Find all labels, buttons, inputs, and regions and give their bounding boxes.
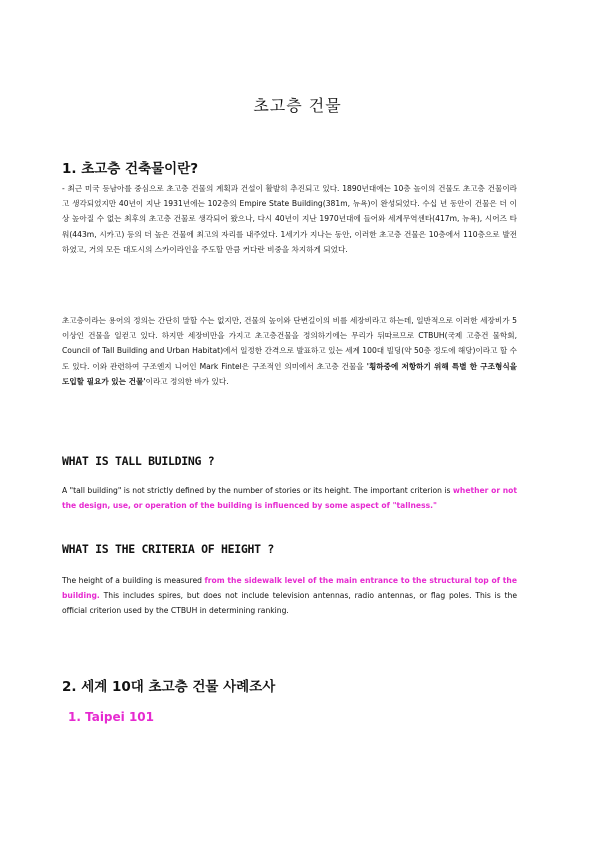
height-criteria-text-a: The height of a building is measured [62, 576, 205, 585]
height-criteria-paragraph [62, 573, 517, 619]
section-1-paragraph-1: - 최근 미국 등남아를 중심으로 초고층 건물의 계획과 건설이 활발히 추진되고 있다. 1890년대에는 10층 높이의 건물도 초고층 건물이라고 생각되었지만 40년이 지난 1931년에는 102층의 Empire State Building(381m, 뉴욕)이 완성되었다. 수십 년 동안이 건물은 더 이상 높아질 수 없는 최후의 초고층 건물로 생각되어 왔으나, 다시 40년이 지난 1970년대에 들어와 세계무역센타(417m, 뉴욕), 시어즈 타워(443m, 시카고) 등의 더 높은 건물에 최고의 자리를 내주었다. 1세기가 지나는 동안, 이러한 초고층 건물은 10층에서 110층으로 발전하였고, 거의 모든 대도시의 스카이라인을 주도할 만큼 커다란 비중을 차지하게 되었다. [62, 184, 517, 254]
tall-building-text: A "tall building" is not strictly defined by the number of stories or its height. The important criterion is [62, 486, 453, 495]
section-1-paragraph-2-text-a: 초고층이라는 용어의 정의는 간단히 말할 수는 없지만, 건물의 높이와 단변길이의 비를 세장비라고 하는데, 일반적으로 이러한 세장비가 5 이상인 건물을 일컫고 있다. 하지만 세장비만을 가지고 초고층건물을 정의하기에는 무리가 뒤따르므로 CTBUH(국제 고층건 물학회, Council of Tall Building and Urban Habitat)에서 일정한 간격으로 발표하고 있는 세계 100대 빌딩(약 50층 정도에 해당)이라고 할 수도 있다. 이와 관련하여 구조엔지 니어인 Mark Fintel은 구조적인 의미에서 초고층 건물을 [62, 316, 517, 371]
section-1-paragraph-2-text-b: 이라고 정의한 바가 있다. [145, 376, 229, 386]
height-criteria-heading: WHAT IS THE CRITERIA OF HEIGHT ? [62, 542, 274, 556]
page-title: 초고층 건물 [253, 96, 342, 115]
section-1-paragraph-2-bold-definition: '횡하중에 저항하기 위해 특별 한 구조형식을 도입할 필요가 있는 건물' [62, 361, 517, 386]
section-2-heading: 2. 세계 10대 초고층 건물 사례조사 [62, 679, 276, 695]
height-criteria-text-b: This includes spires, but does not include television antennas, radio antennas, or flag poles. This is the official criterion used by the CTBUH in determining ranking. [62, 591, 517, 616]
tall-building-heading: WHAT IS TALL BUILDING ? [62, 454, 215, 468]
tall-building-paragraph [62, 483, 517, 513]
section-1-heading: 1. 초고층 건축물이란? [62, 161, 199, 177]
height-criteria-highlight: from the sidewalk level of the main entrance to the structural top of the building. [62, 576, 517, 601]
tall-building-highlight: whether or not the design, use, or operation of the building is influenced by some aspect of "tallness." [62, 486, 517, 511]
section-1-paragraph-2 [62, 313, 517, 389]
section-2-subheading-taipei: 1. Taipei 101 [68, 710, 155, 724]
